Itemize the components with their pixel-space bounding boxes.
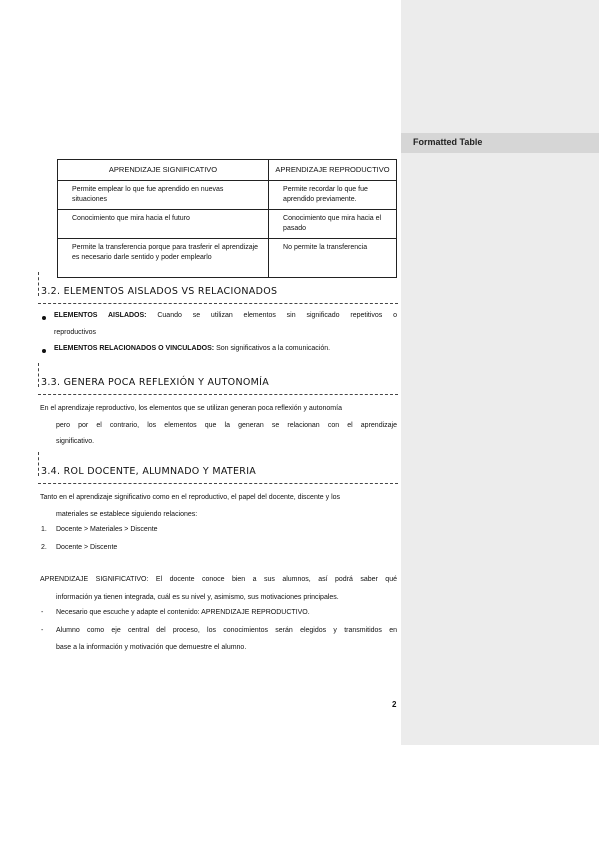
bullet-label: ELEMENTOS RELACIONADOS O VINCULADOS: bbox=[54, 345, 215, 352]
comment-balloon[interactable] bbox=[401, 133, 599, 153]
table-cell: Conocimiento que mira hacia el futuro bbox=[58, 210, 269, 239]
section-divider bbox=[38, 303, 398, 304]
comparison-table bbox=[57, 159, 397, 278]
margin-marker bbox=[38, 363, 39, 387]
section-title: 3.2. ELEMENTOS AISLADOS VS RELACIONADOS bbox=[41, 286, 278, 297]
section-title: 3.3. GENERA POCA REFLEXIÓN Y AUTONOMÍA bbox=[41, 377, 270, 388]
bullet-text: Son significativos a la comunicación. bbox=[216, 345, 331, 352]
bullet-continuation: reproductivos bbox=[54, 329, 97, 336]
bullet-item bbox=[54, 345, 330, 352]
margin-marker bbox=[38, 452, 39, 476]
bullet-icon bbox=[42, 349, 46, 353]
table-row bbox=[58, 210, 397, 239]
table-cell: Permite la transferencia porque para trasferir el aprendizaje es necesario darle sentido y poder emplearlo bbox=[58, 239, 269, 278]
paragraph-line: significativo. bbox=[56, 438, 95, 445]
table-cell: Permite recordar lo que fue aprendido previamente. bbox=[269, 181, 397, 210]
table-cell: Conocimiento que mira hacia el pasado bbox=[269, 210, 397, 239]
table-header-cell: APRENDIZAJE REPRODUCTIVO bbox=[269, 160, 397, 181]
paragraph-line: En el aprendizaje reproductivo, los elementos que se utilizan generan poca reflexión y autonomía bbox=[40, 405, 342, 412]
comment-balloon-label: Formatted Table bbox=[413, 137, 483, 147]
list-number: 1. bbox=[41, 526, 47, 533]
bullet-label: ELEMENTOS AISLADOS: bbox=[54, 312, 147, 319]
page-background bbox=[401, 745, 599, 848]
section-title: 3.4. ROL DOCENTE, ALUMNADO Y MATERIA bbox=[41, 466, 257, 477]
paragraph-line: Tanto en el aprendizaje significativo como en el reproductivo, el papel del docente, discente y los bbox=[40, 494, 341, 501]
table-cell: Permite emplear lo que fue aprendido en nuevas situaciones bbox=[58, 181, 269, 210]
table-cell: No permite la transferencia bbox=[269, 239, 397, 278]
comments-pane bbox=[401, 0, 599, 745]
paragraph-line: pero por el contrario, los elementos que la generan se relacionan con el aprendizaje bbox=[56, 422, 397, 429]
paragraph-line: información ya tienen integrada, cuál es su nivel y, asimismo, sus motivaciones principales. bbox=[56, 594, 339, 601]
numbered-item: Docente > Discente bbox=[56, 544, 118, 551]
dash-marker: - bbox=[41, 627, 44, 634]
paragraph-line: materiales se establece siguiendo relaciones: bbox=[56, 511, 198, 518]
dash-item: Alumno como eje central del proceso, los conocimientos serán elegidos y transmitidos en bbox=[56, 627, 397, 634]
dash-marker: - bbox=[41, 609, 44, 616]
page-number: 2 bbox=[392, 700, 397, 709]
bullet-text: Cuando se utilizan elementos sin significado repetitivos o bbox=[157, 312, 398, 319]
paragraph-label: APRENDIZAJE SIGNIFICATIVO: bbox=[40, 576, 149, 583]
dash-item: Necesario que escuche y adapte el contenido: APRENDIZAJE REPRODUCTIVO. bbox=[56, 609, 310, 616]
table-row bbox=[58, 181, 397, 210]
table-row bbox=[58, 239, 397, 278]
dash-item-continuation: base a la información y motivación que demuestre el alumno. bbox=[56, 644, 247, 651]
paragraph-text: El docente conoce bien a sus alumnos, así podrá saber qué bbox=[155, 576, 397, 583]
bullet-item bbox=[54, 312, 397, 319]
bullet-icon bbox=[42, 316, 46, 320]
table-header-row bbox=[58, 160, 397, 181]
table-header-cell: APRENDIZAJE SIGNIFICATIVO bbox=[58, 160, 269, 181]
section-divider bbox=[38, 483, 398, 484]
margin-marker bbox=[38, 272, 39, 296]
numbered-item: Docente > Materiales > Discente bbox=[56, 526, 158, 533]
section-divider bbox=[38, 394, 398, 395]
list-number: 2. bbox=[41, 544, 47, 551]
paragraph-line bbox=[40, 572, 397, 588]
